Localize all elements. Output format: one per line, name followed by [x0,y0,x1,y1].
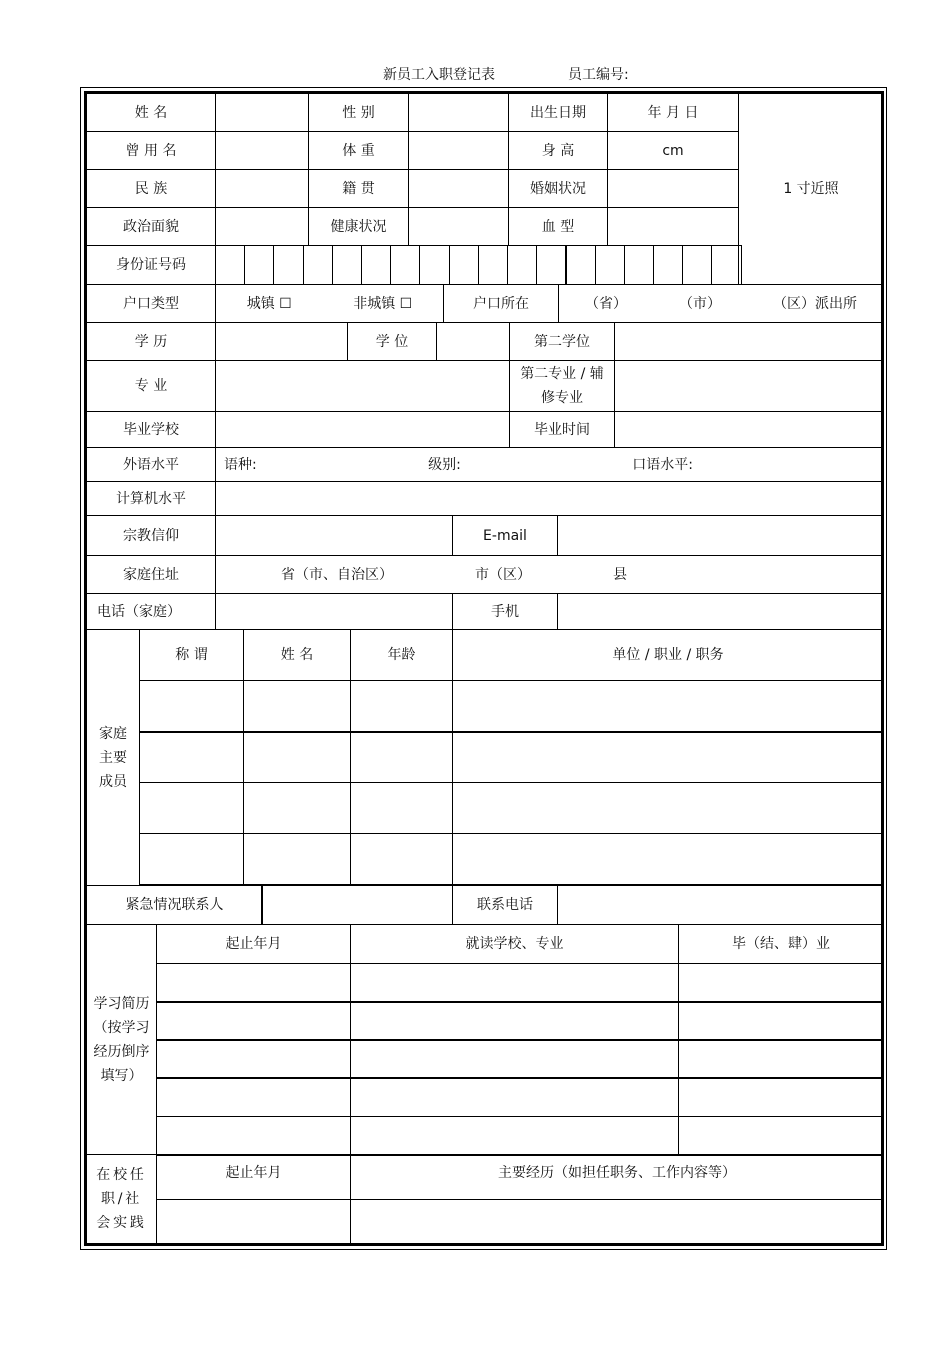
id-digit-cell[interactable] [565,245,595,285]
id-digit-cell[interactable] [507,245,537,285]
id-digit-cell[interactable] [273,245,303,285]
hukou-location-label: 户口所在 [443,284,559,323]
family-member-cell[interactable] [452,782,884,834]
photo-box[interactable]: 1 寸近照 [738,93,884,285]
address-label: 家庭住址 [86,555,216,594]
study-history-cell[interactable] [678,1077,884,1117]
lang-type-label: 语种: [224,456,257,473]
grad-time-label: 毕业时间 [509,411,615,448]
family-header-work: 单位 / 职业 / 职务 [452,629,884,681]
native-place-field[interactable] [408,169,509,208]
family-member-cell[interactable] [139,833,244,885]
practice-header-period: 起止年月 [156,1154,351,1200]
id-digit-cell[interactable] [303,245,333,285]
computer-field[interactable] [215,481,884,516]
height-field[interactable]: cm [607,131,739,170]
email-field[interactable] [557,515,884,556]
family-member-cell[interactable] [243,833,351,885]
hukou-type-options[interactable] [215,284,444,323]
rural-checkbox[interactable]: 非城镇 ☐ [353,295,413,312]
family-header-relation: 称 谓 [139,629,244,681]
address-province: 省（市、自治区） [281,566,393,583]
former-name-field[interactable] [215,131,309,170]
marital-field[interactable] [607,169,739,208]
major-label: 专 业 [86,360,216,412]
family-member-cell[interactable] [139,782,244,834]
family-member-cell[interactable] [243,782,351,834]
emergency-field[interactable] [261,885,453,925]
second-degree-label: 第二学位 [509,322,615,361]
id-digit-cell[interactable] [390,245,420,285]
hukou-district: （区）派出所 [773,295,857,312]
id-digit-cell[interactable] [215,245,245,285]
hukou-city: （市） [679,295,721,312]
major-field[interactable] [215,360,510,412]
gender-field[interactable] [408,93,509,132]
id-digit-cell[interactable] [332,245,362,285]
political-field[interactable] [215,207,309,246]
second-major-label: 第二专业 / 辅修专业 [509,360,615,412]
address-county: 县 [613,566,627,583]
study-header-period: 起止年月 [156,924,351,964]
language-field[interactable] [215,447,884,482]
oral-level-label: 口语水平: [632,456,693,473]
health-field[interactable] [408,207,509,246]
blood-label: 血 型 [508,207,608,246]
degree-field[interactable] [436,322,510,361]
study-history-cell[interactable] [350,1001,679,1041]
height-label: 身 高 [508,131,608,170]
family-member-cell[interactable] [350,680,453,732]
name-label: 姓 名 [86,93,216,132]
id-digit-cell[interactable] [653,245,683,285]
family-header-age: 年龄 [350,629,453,681]
native-place-label: 籍 贯 [308,169,409,208]
id-digit-cell[interactable] [244,245,274,285]
family-member-cell[interactable] [350,833,453,885]
address-field[interactable] [215,555,884,594]
study-label: 学习简历（按学习经历倒序填写） [86,924,157,1155]
id-digit-cell[interactable] [449,245,479,285]
family-member-cell[interactable] [243,731,351,783]
former-name-label: 曾 用 名 [86,131,216,170]
family-label: 家庭主要成员 [86,629,140,886]
practice-experience-field[interactable] [350,1199,884,1244]
family-member-cell[interactable] [452,680,884,732]
family-header-name: 姓 名 [243,629,351,681]
study-history-cell[interactable] [156,1039,351,1079]
family-member-cell[interactable] [350,731,453,783]
study-history-cell[interactable] [350,963,679,1003]
gender-label: 性 别 [308,93,409,132]
family-member-cell[interactable] [139,731,244,783]
home-phone-label: 电话（家庭） [86,593,216,630]
political-label: 政治面貌 [86,207,216,246]
study-history-cell[interactable] [156,1077,351,1117]
family-member-cell[interactable] [452,731,884,783]
emergency-phone-label: 联系电话 [452,885,558,925]
id-digit-cell[interactable] [711,245,741,285]
second-degree-field[interactable] [614,322,884,361]
weight-label: 体 重 [308,131,409,170]
birth-field[interactable]: 年 月 日 [607,93,739,132]
id-digit-cell[interactable] [624,245,654,285]
family-member-cell[interactable] [452,833,884,885]
birth-label: 出生日期 [508,93,608,132]
family-member-cell[interactable] [243,680,351,732]
study-history-cell[interactable] [350,1039,679,1079]
education-field[interactable] [215,322,348,361]
id-number-label: 身份证号码 [86,245,216,285]
school-label: 毕业学校 [86,411,216,448]
id-digit-cell[interactable] [682,245,712,285]
address-city: 市（区） [475,566,531,583]
id-digit-cell[interactable] [419,245,449,285]
degree-label: 学 位 [347,322,437,361]
grad-time-field[interactable] [614,411,884,448]
study-history-cell[interactable] [678,963,884,1003]
weight-field[interactable] [408,131,509,170]
study-history-cell[interactable] [156,1001,351,1041]
form-title: 新员工入职登记表 [383,67,495,83]
family-member-cell[interactable] [139,680,244,732]
religion-field[interactable] [215,515,453,556]
computer-label: 计算机水平 [86,481,216,516]
study-header-graduation: 毕（结、肆）业 [678,924,884,964]
education-label: 学 历 [86,322,216,361]
id-digit-cell[interactable] [478,245,508,285]
emergency-label: 紧急情况联系人 [86,885,263,925]
study-history-cell[interactable] [350,1116,679,1156]
urban-checkbox[interactable]: 城镇 ☐ [246,295,292,312]
study-history-cell[interactable] [156,963,351,1003]
second-major-field[interactable] [614,360,884,412]
hukou-location-field[interactable] [558,284,884,323]
study-history-cell[interactable] [678,1001,884,1041]
study-header-school: 就读学校、专业 [350,924,679,964]
lang-level-label: 级别: [428,456,461,473]
mobile-field[interactable] [557,593,884,630]
school-field[interactable] [215,411,510,448]
hukou-type-label: 户口类型 [86,284,216,323]
mobile-label: 手机 [452,593,558,630]
email-label: E-mail [452,515,558,556]
practice-header-experience: 主要经历（如担任职务、工作内容等） [350,1154,884,1200]
hukou-province: （省） [585,295,627,312]
blood-field[interactable] [607,207,739,246]
home-phone-field[interactable] [215,593,453,630]
marital-label: 婚姻状况 [508,169,608,208]
study-history-cell[interactable] [678,1039,884,1079]
id-digit-cell[interactable] [595,245,625,285]
language-label: 外语水平 [86,447,216,482]
health-label: 健康状况 [308,207,409,246]
employee-number-label: 员工编号: [568,67,629,83]
practice-label: 在校任职/社会实践 [86,1154,157,1244]
name-field[interactable] [215,93,309,132]
study-history-cell[interactable] [678,1116,884,1156]
practice-period-field[interactable] [156,1199,351,1244]
religion-label: 宗教信仰 [86,515,216,556]
emergency-phone-field[interactable] [557,885,884,925]
id-digit-cell[interactable] [536,245,566,285]
family-member-cell[interactable] [350,782,453,834]
id-digit-cell[interactable] [361,245,391,285]
ethnicity-label: 民 族 [86,169,216,208]
study-history-cell[interactable] [156,1116,351,1156]
ethnicity-field[interactable] [215,169,309,208]
study-history-cell[interactable] [350,1077,679,1117]
